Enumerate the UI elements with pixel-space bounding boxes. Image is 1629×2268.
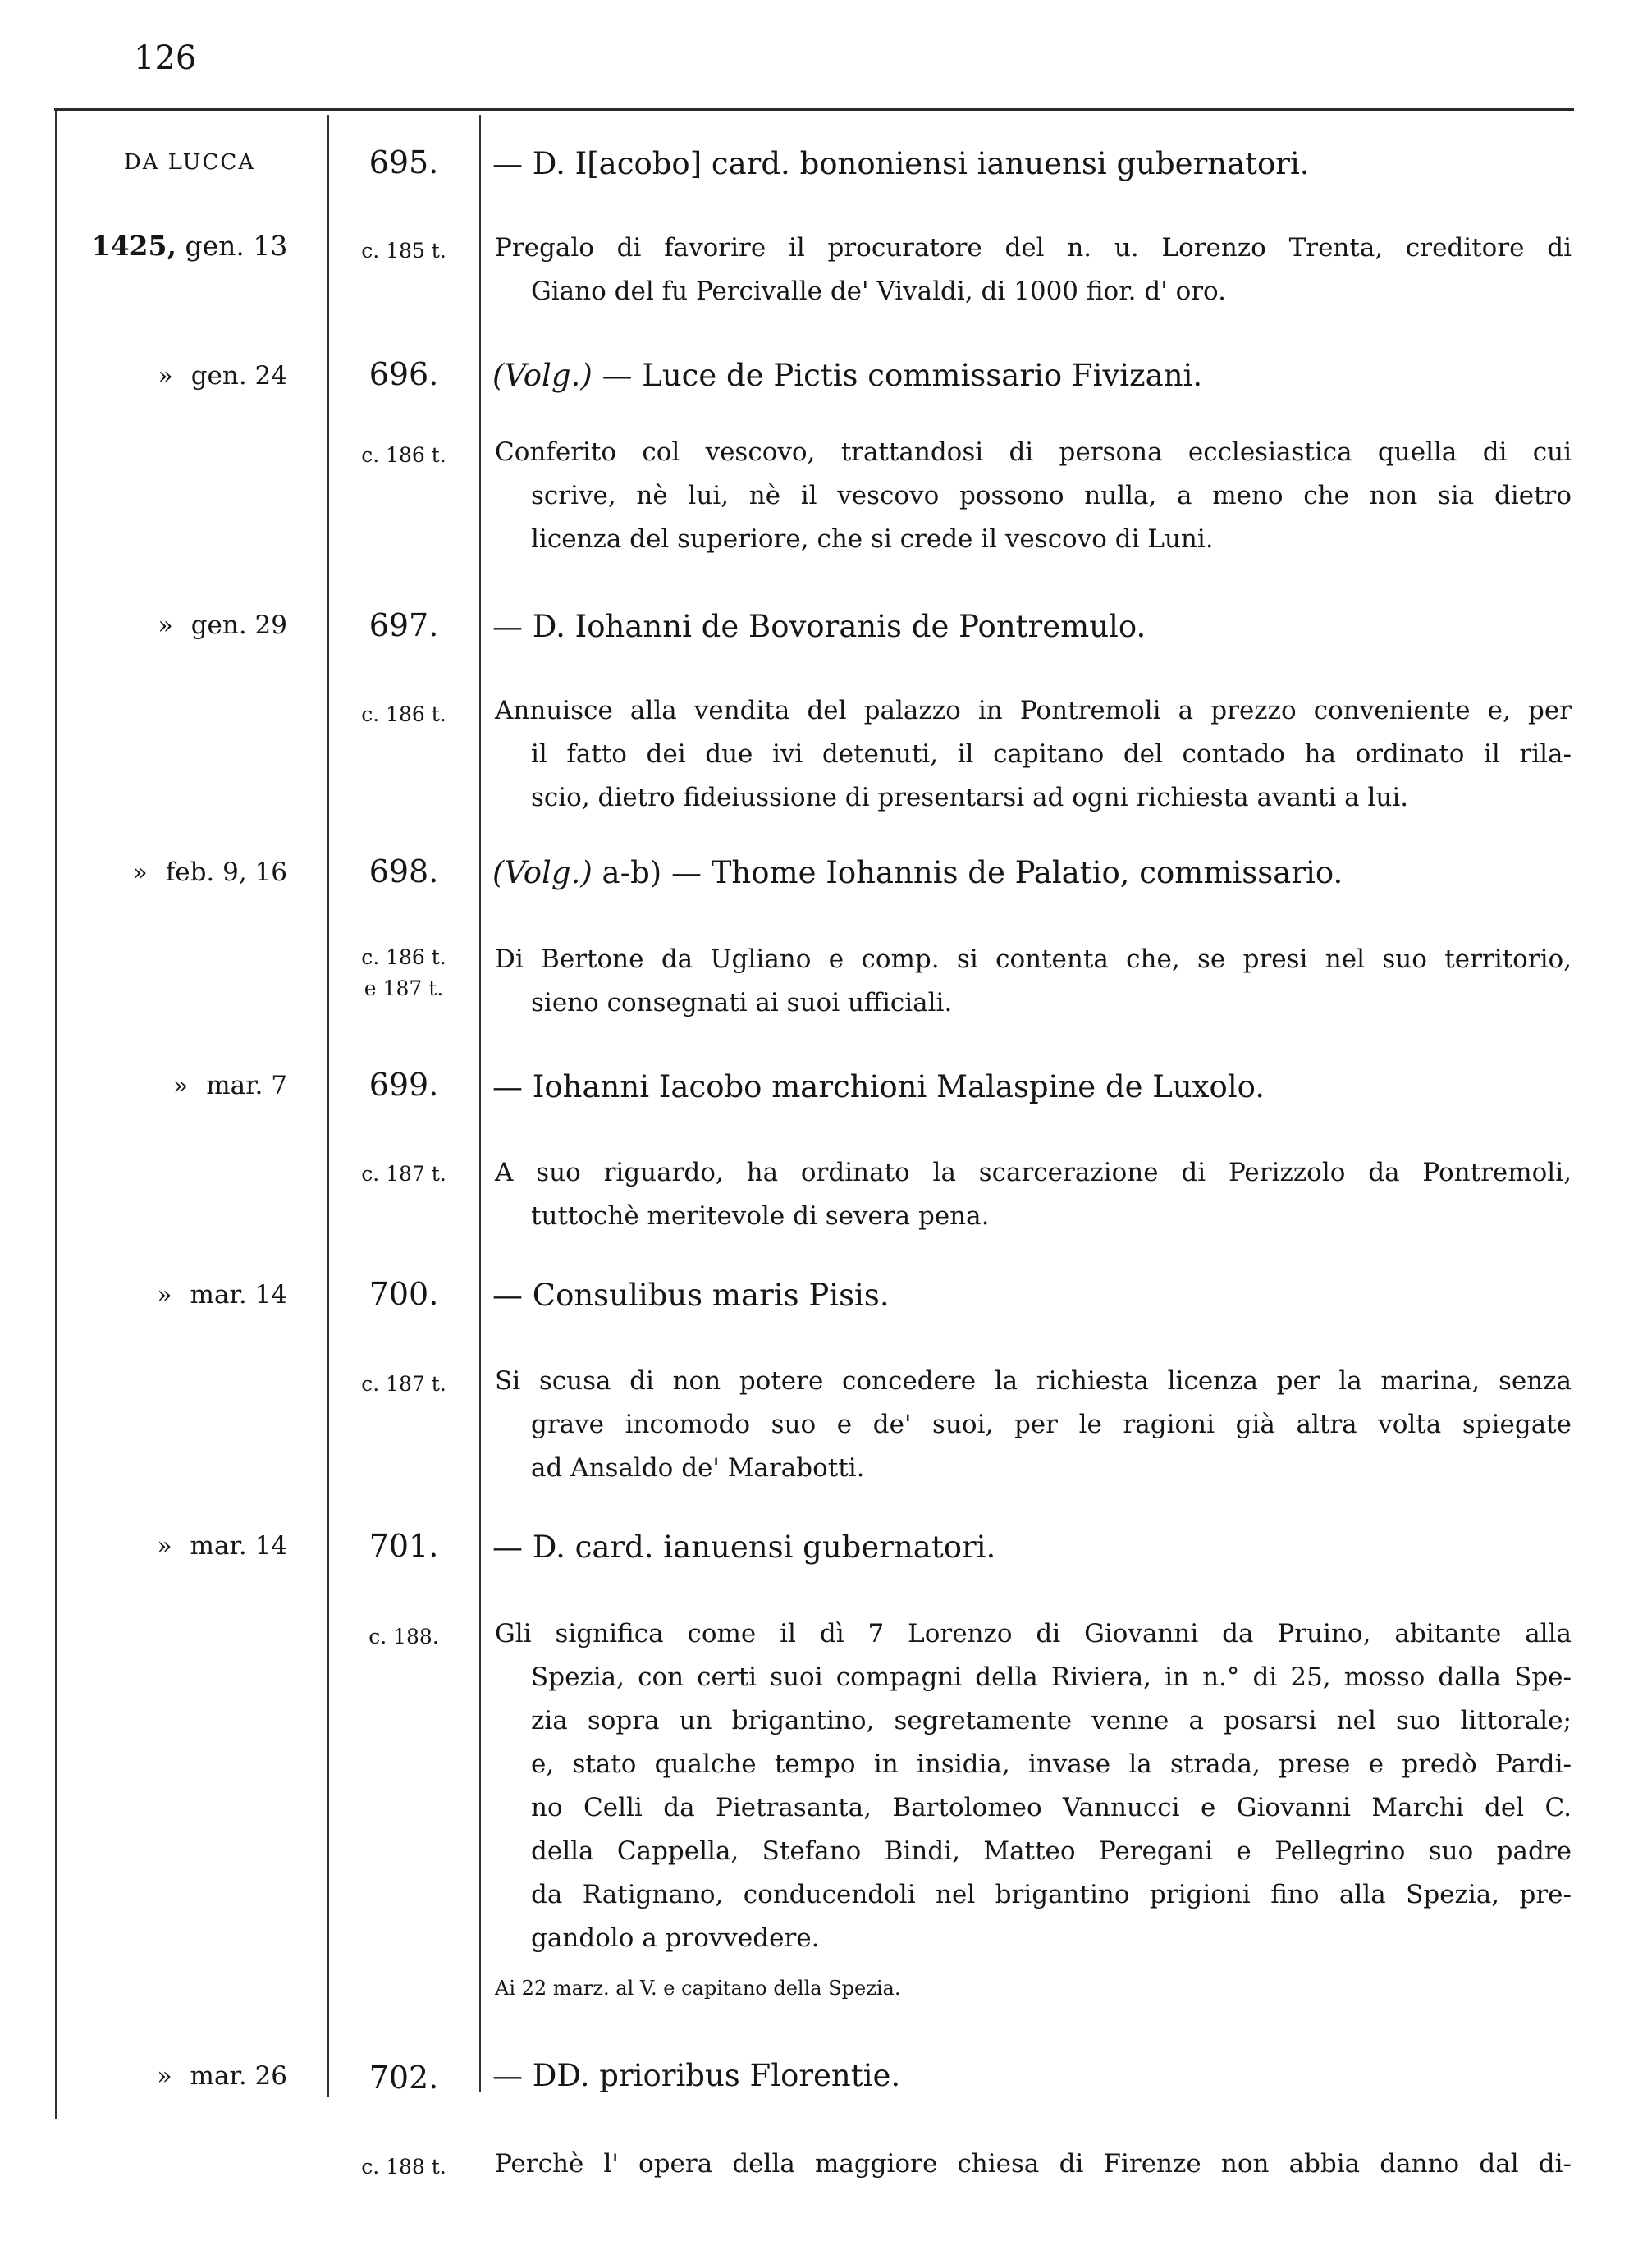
entry-heading: — D. Iohanni de Bovoranis de Pontremulo. [492, 609, 1146, 644]
entry-date [59, 1071, 320, 1100]
body-line: sieno consegnati ai suoi ufficiali. [531, 988, 953, 1017]
entry-date-text: mar. 14 [190, 1280, 287, 1310]
entry-heading: — Iohanni Iacobo marchioni Malaspine de Luxolo. [492, 1069, 1265, 1104]
entry-number: 695. [368, 144, 439, 181]
entry-folio: c. 186 t. [361, 702, 446, 726]
ditto-mark-icon: » [157, 2062, 172, 2091]
ditto-mark-icon: » [132, 858, 148, 887]
entry-year: 1425, [91, 230, 176, 262]
entry-date [59, 857, 320, 887]
body-line: Gli significa come il dì 7 Lorenzo di Giovanni da Pruino, abitante alla [495, 1619, 1572, 1648]
running-head: DA LUCCA [123, 150, 256, 175]
entry-folio: c. 186 t. [361, 443, 446, 467]
entry-date-text: gen. 29 [190, 610, 287, 640]
entry-number: 696. [368, 356, 439, 392]
entry-folio: c. 187 t. [361, 1372, 446, 1396]
folio-line: c. 186 t. [361, 945, 446, 969]
ditto-mark-icon: » [158, 362, 173, 391]
column-rule-right [479, 115, 481, 2092]
top-rule [54, 108, 1574, 111]
entry-date-text: gen. 24 [190, 361, 287, 391]
entry-folio: c. 187 t. [361, 1162, 446, 1186]
entry-body [495, 1151, 1572, 1238]
body-line: zia sopra un brigantino, segretamente venne a posarsi nel suo littorale; [531, 1706, 1572, 1735]
entry-date [59, 230, 320, 262]
page-number: 126 [134, 39, 197, 77]
ditto-mark-icon: » [157, 1532, 172, 1561]
entry-body [495, 1612, 1572, 1960]
entry-date [59, 361, 320, 391]
body-line: Conferito col vescovo, trattandosi di persona ecclesiastica quella di cui [495, 437, 1572, 467]
body-line: Di Bertone da Ugliano e comp. si contenta che, se presi nel suo territorio, [495, 944, 1572, 974]
body-line: Giano del fu Percivalle de' Vivaldi, di 1000 fior. d' oro. [531, 277, 1227, 306]
body-line: scrive, nè lui, nè il vescovo possono nulla, a meno che non sia dietro [531, 481, 1572, 510]
entry-heading: — DD. prioribus Florentie. [492, 2058, 901, 2093]
entry-number: 697. [368, 607, 439, 643]
entry-heading [492, 358, 1202, 393]
body-line: ad Ansaldo de' Marabotti. [531, 1453, 865, 1483]
body-line: Si scusa di non potere concedere la richiesta licenza per la marina, senza [495, 1366, 1572, 1396]
body-line: gandolo a provvedere. [531, 1923, 820, 1953]
column-rule-middle [327, 115, 329, 2097]
body-line: A suo riguardo, ha ordinato la scarcerazione di Perizzolo da Pontremoli, [495, 1158, 1572, 1187]
entry-number: 701. [368, 1528, 439, 1564]
entry-heading-text: — Thome Iohannis de Palatio, commissario. [670, 855, 1343, 890]
entry-heading: — D. card. ianuensi gubernatori. [492, 1530, 996, 1565]
entry-heading-text: — Luce de Pictis commissario Fivizani. [602, 358, 1203, 393]
body-line: il fatto dei due ivi detenuti, il capitano del contado ha ordinato il rila- [531, 739, 1572, 769]
volg-marker: (Volg.) [492, 855, 593, 890]
entry-folio: c. 188. [368, 1625, 439, 1648]
entry-body [495, 938, 1572, 1025]
body-line: grave incomodo suo e de' suoi, per le ragioni già altra volta spiegate [531, 1410, 1572, 1439]
body-line: da Ratignano, conducendoli nel brigantino prigioni fino alla Spezia, pre- [531, 1880, 1572, 1909]
entry-number: 700. [368, 1276, 439, 1312]
entry-body [495, 431, 1572, 561]
body-line: Pregalo di favorire il procuratore del n. u. Lorenzo Trenta, creditore di [495, 233, 1572, 263]
entry-date-text: mar. 14 [190, 1531, 287, 1561]
body-line: e, stato qualche tempo in insidia, invase la strada, prese e predò Pardi- [531, 1749, 1572, 1779]
entry-folio [330, 942, 478, 1004]
entry-body [495, 226, 1572, 313]
entry-date-text: mar. 26 [190, 2061, 287, 2091]
entry-date-text: mar. 7 [206, 1071, 287, 1100]
entry-folio: c. 188 t. [361, 2155, 446, 2179]
entry-body [495, 689, 1572, 820]
entry-date-text: gen. 13 [185, 230, 288, 262]
entry-heading: — Consulibus maris Pisis. [492, 1278, 890, 1313]
body-line: Annuisce alla vendita del palazzo in Pontremoli a prezzo conveniente e, per [495, 696, 1572, 725]
volg-suffix: a-b) [602, 855, 662, 890]
folio-line: e 187 t. [364, 976, 444, 1000]
ditto-mark-icon: » [158, 611, 173, 640]
entry-folio: c. 185 t. [361, 239, 446, 263]
entry-number: 699. [368, 1067, 439, 1103]
entry-number: 702. [368, 2060, 439, 2096]
entry-date [59, 2061, 320, 2091]
body-line: Spezia, con certi suoi compagni della Riviera, in n.° di 25, mosso dalla Spe- [531, 1662, 1572, 1692]
body-line: licenza del superiore, che si crede il vescovo di Luni. [531, 524, 1214, 554]
ditto-mark-icon: » [172, 1072, 189, 1100]
volg-marker: (Volg.) [492, 358, 593, 393]
entry-body [495, 1360, 1572, 1490]
column-rule-left [55, 109, 57, 2119]
ditto-mark-icon: » [157, 1281, 172, 1310]
entry-number: 698. [368, 853, 439, 889]
entry-date [59, 610, 320, 640]
body-line: della Cappella, Stefano Bindi, Matteo Peregani e Pellegrino suo padre [531, 1836, 1572, 1866]
body-line: Perchè l' opera della maggiore chiesa di Firenze non abbia danno dal di- [495, 2149, 1572, 2179]
entry-body [495, 2142, 1572, 2186]
entry-date [59, 1280, 320, 1310]
body-line: tuttochè meritevole di severa pena. [531, 1201, 990, 1231]
body-line: scio, dietro fideiussione di presentarsi ad ogni richiesta avanti a lui. [531, 783, 1409, 812]
entry-heading [492, 855, 1343, 890]
entry-date-text: feb. 9, 16 [165, 857, 287, 887]
entry-note: Ai 22 marz. al V. e capitano della Spezia. [495, 1977, 901, 2000]
entry-date [59, 1531, 320, 1561]
entry-heading: — D. I[acobo] card. bononiensi ianuensi gubernatori. [492, 146, 1310, 181]
body-line: no Celli da Pietrasanta, Bartolomeo Vannucci e Giovanni Marchi del C. [531, 1793, 1572, 1822]
